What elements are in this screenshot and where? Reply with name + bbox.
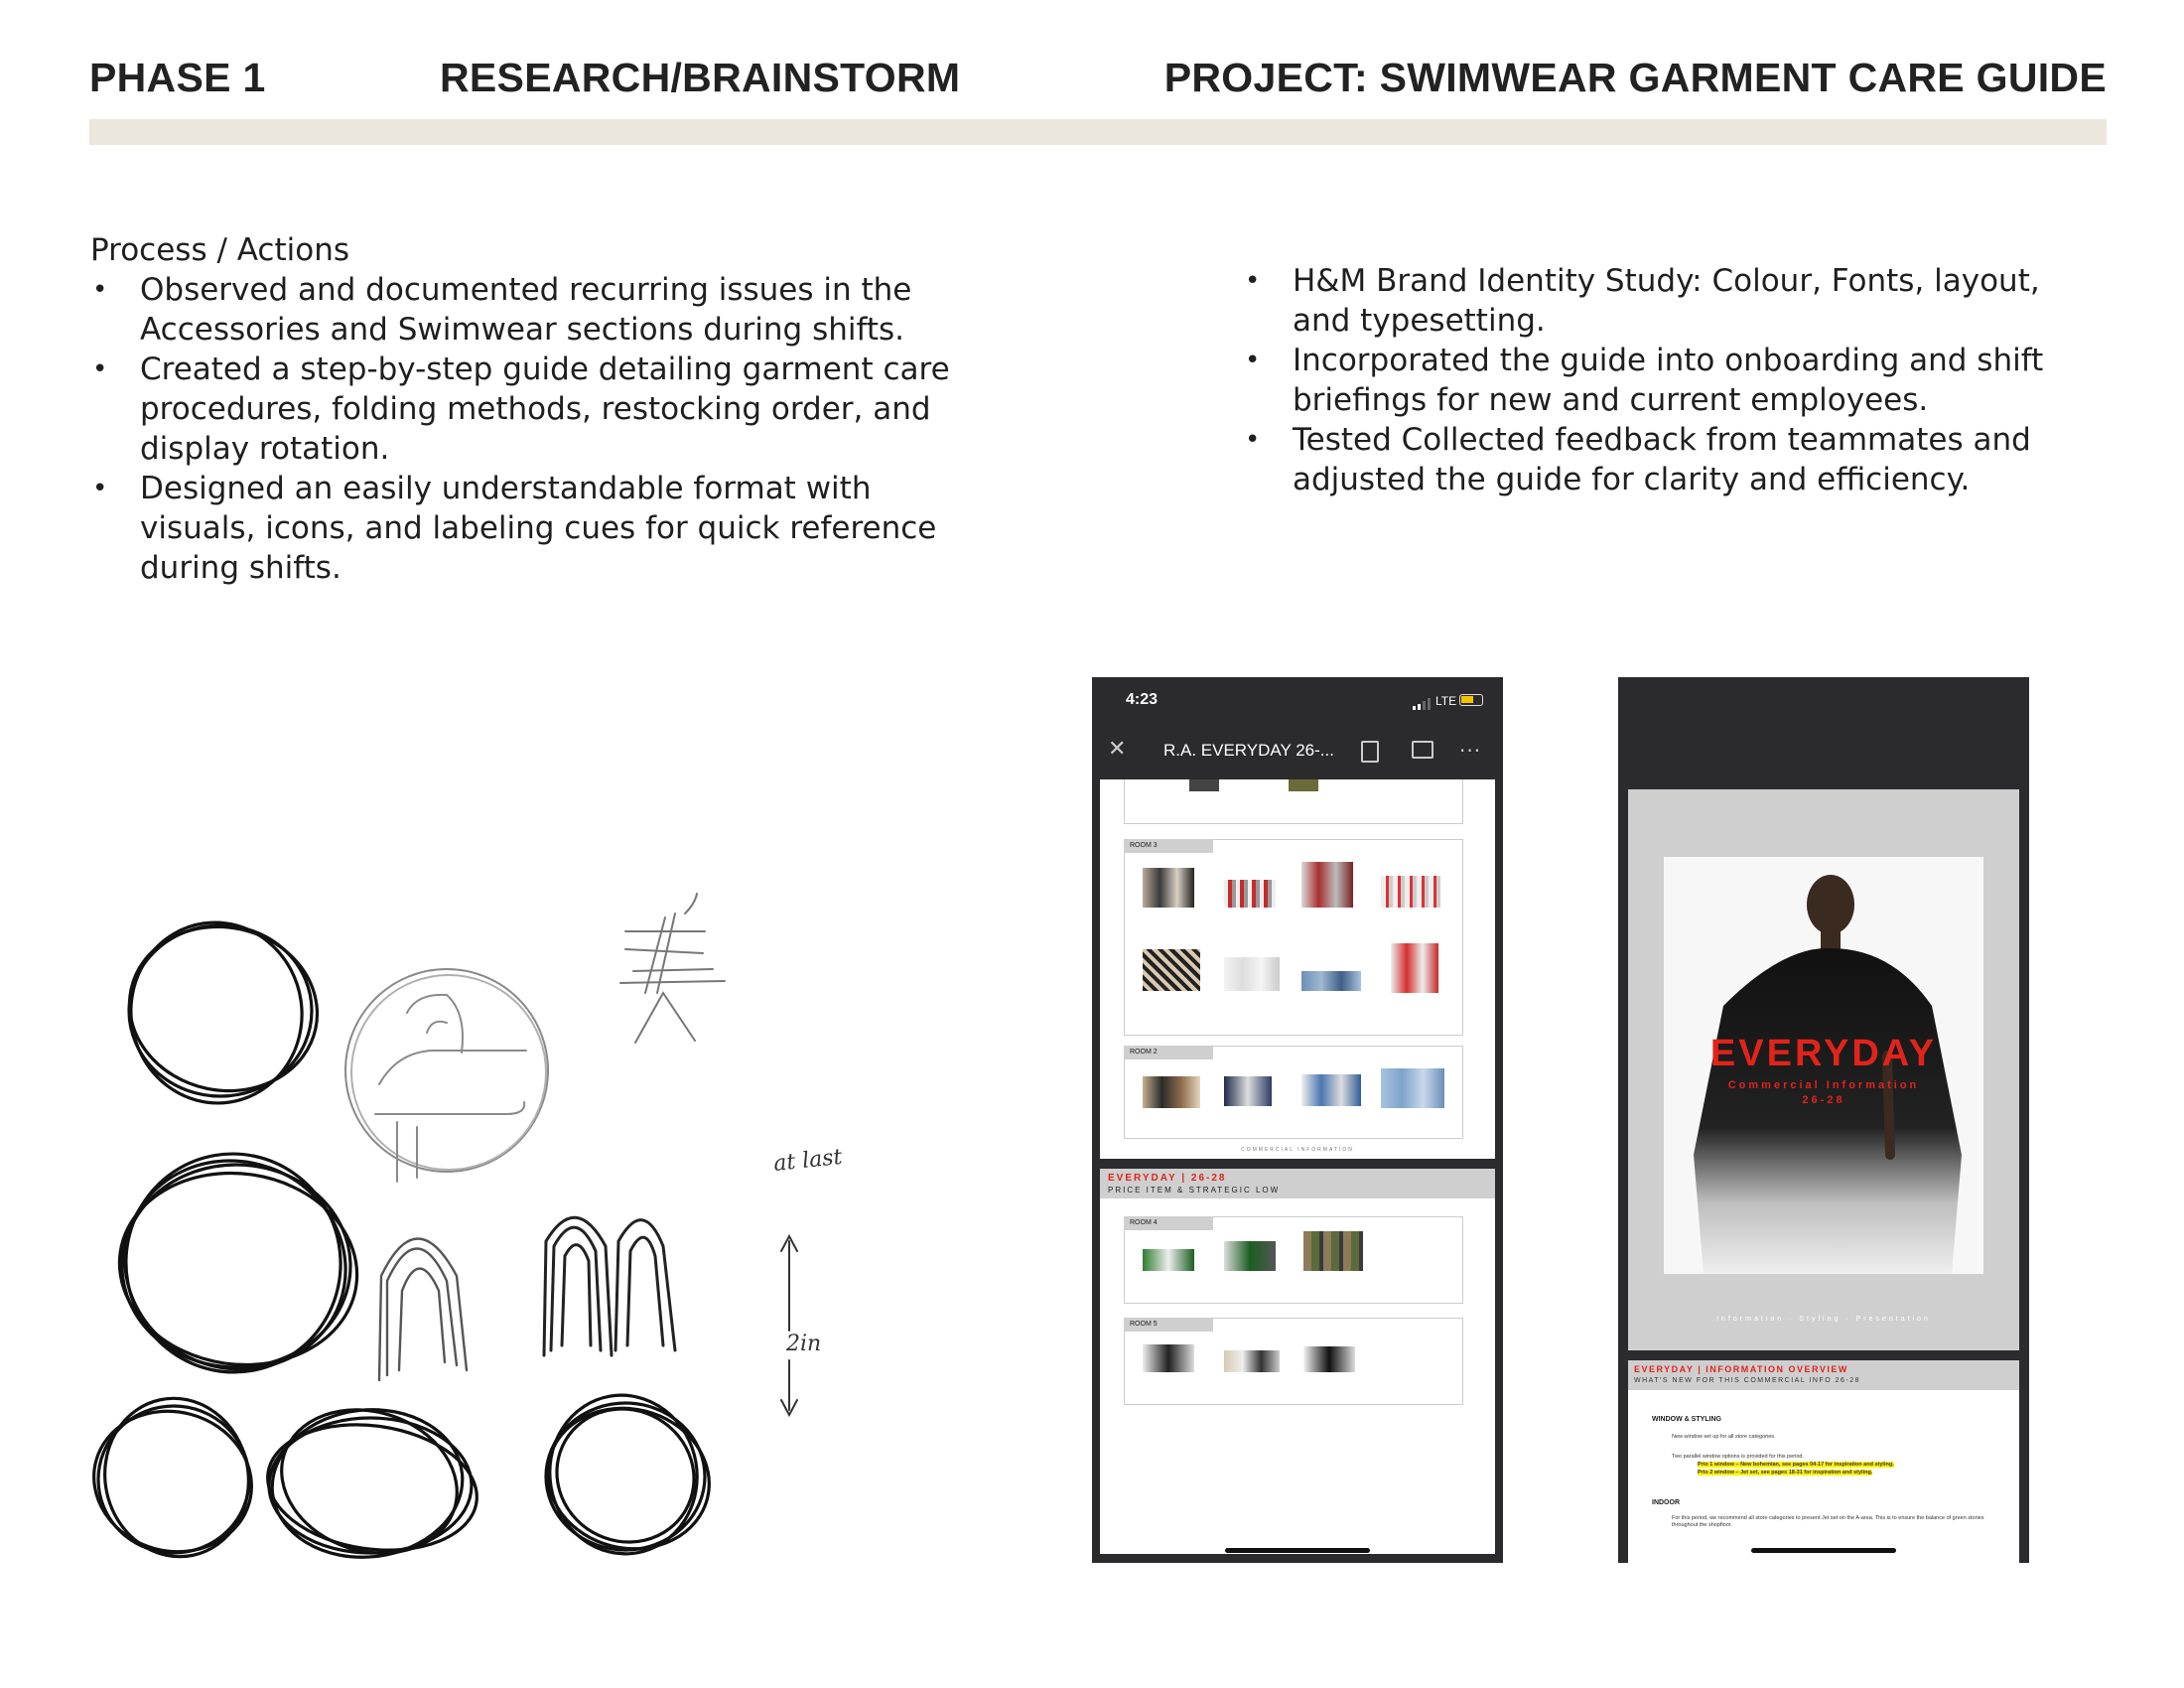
scribble-circle xyxy=(259,1388,484,1569)
heading-window: WINDOW & STYLING xyxy=(1652,1416,1721,1423)
overview-bullet: For this period, we recommend all store categories to present Jet set on the A-area. This is to ensure the balance of green stories throughout the shopfloor. xyxy=(1672,1515,1984,1528)
heading-indoor: INDOOR xyxy=(1652,1499,1680,1506)
search-document-icon[interactable] xyxy=(1361,741,1379,763)
phone-screenshot-pdf xyxy=(1092,677,1503,1563)
cover-footer: Information · Styling · Presentation xyxy=(1716,1316,1931,1323)
process-right-column xyxy=(1243,261,2097,499)
garment-image xyxy=(1224,880,1276,908)
process-title: Process / Actions xyxy=(90,232,349,268)
process-left-column xyxy=(90,230,964,588)
garment-image xyxy=(1381,1068,1444,1108)
garment-image xyxy=(1301,971,1361,991)
garment-image xyxy=(1301,1074,1361,1106)
overview-header xyxy=(1628,1360,2019,1390)
overview-subtitle: WHAT'S NEW FOR THIS COMMERCIAL INFO 26-28 xyxy=(1634,1377,1860,1384)
home-indicator xyxy=(1225,1548,1370,1553)
status-time: 4:23 xyxy=(1126,691,1159,708)
room-block xyxy=(1124,1216,1463,1304)
overview-bullet: Two parallel window options is provided for this period. xyxy=(1672,1454,1804,1460)
garment-image xyxy=(1303,1231,1363,1271)
garment-image xyxy=(1224,1350,1280,1372)
bullet-item: • Designed an easily understandable format with visuals, icons, and labeling cues for quick reference during shifts. xyxy=(90,469,964,588)
sketch-note-bottom: 2in xyxy=(786,1332,822,1356)
cover-subtitle: Commercial Information xyxy=(1727,1079,1920,1091)
page-footer-label: COMMERCIAL INFORMATION xyxy=(1241,1147,1354,1153)
hanger-hand-sketch xyxy=(345,969,548,1182)
network-label: LTE xyxy=(1435,694,1457,708)
garment-image xyxy=(1391,943,1438,993)
room-label: ROOM 5 xyxy=(1124,1318,1213,1332)
phase-label: PHASE 1 xyxy=(89,55,266,100)
stage-label: RESEARCH/BRAINSTORM xyxy=(440,55,961,100)
right-bullet-list xyxy=(1243,261,2097,499)
more-options-icon[interactable]: ··· xyxy=(1459,739,1482,763)
page-gap xyxy=(1100,1159,1495,1169)
overview-bullet: New window set up for all store categories. xyxy=(1672,1434,1776,1440)
header-rule xyxy=(89,119,2107,145)
sketch-illustration xyxy=(89,854,844,1569)
bullet-item: • H&M Brand Identity Study: Colour, Fonts, layout, and typesetting. xyxy=(1243,261,2097,341)
garment-image xyxy=(1224,1076,1272,1106)
home-indicator xyxy=(1751,1548,1896,1553)
bullet-item: • Observed and documented recurring issues in the Accessories and Swimwear sections during shifts. xyxy=(90,270,964,350)
room-label: ROOM 3 xyxy=(1124,839,1213,853)
scribble-circle xyxy=(114,910,333,1114)
product-thumb xyxy=(1289,779,1318,791)
bullet-item: • Created a step-by-step guide detailing garment care procedures, folding methods, restocking order, and display rotation. xyxy=(90,350,964,469)
room-block xyxy=(1124,839,1463,1036)
garment-image xyxy=(1224,957,1280,991)
highlighted-note: Prio 2 window – Jet set, see pages 18-31 for inspiration and styling. xyxy=(1698,1470,1873,1476)
sketch-note-top: at last xyxy=(772,1144,844,1178)
garment-image xyxy=(1381,876,1440,908)
product-thumb xyxy=(1189,779,1219,791)
dimension-arrow xyxy=(781,1236,797,1415)
garment-image xyxy=(1303,1346,1355,1372)
overview-title: EVERYDAY | INFORMATION OVERVIEW xyxy=(1634,1364,1848,1374)
section-title: EVERYDAY | 26-28 xyxy=(1108,1173,1227,1184)
scribble-circle xyxy=(95,1130,375,1400)
phone-screenshot-cover xyxy=(1618,677,2029,1563)
garment-image xyxy=(1143,949,1200,991)
room-block xyxy=(1124,1046,1463,1139)
room-block xyxy=(1124,1318,1463,1405)
garment-image xyxy=(1143,868,1194,908)
hanger-rail-sketch xyxy=(620,894,725,1043)
document-title: R.A. EVERYDAY 26-... xyxy=(1163,741,1334,760)
scribble-circle xyxy=(532,1383,724,1567)
scribble-circle xyxy=(89,1385,267,1569)
close-icon[interactable]: ✕ xyxy=(1108,737,1127,762)
project-title: PROJECT: SWIMWEAR GARMENT CARE GUIDE xyxy=(1163,55,2107,100)
battery-icon xyxy=(1459,694,1483,706)
signal-icon xyxy=(1413,695,1431,707)
garment-image xyxy=(1301,862,1353,908)
cover-page xyxy=(1628,789,2019,1350)
fold-sketch xyxy=(379,1239,467,1381)
section-header xyxy=(1100,1169,1495,1198)
cover-title: EVERYDAY xyxy=(1709,1033,1938,1074)
overview-page xyxy=(1628,1360,2019,1563)
bullet-item: • Tested Collected feedback from teammates and adjusted the guide for clarity and efficiency. xyxy=(1243,420,2097,499)
section-subtitle: PRICE ITEM & STRATEGIC LOW xyxy=(1108,1186,1281,1195)
cover-date: 26-28 xyxy=(1802,1094,1845,1106)
fold-sketch xyxy=(544,1217,675,1355)
garment-image xyxy=(1143,1344,1194,1372)
garment-image xyxy=(1143,1076,1200,1108)
bullet-item: • Incorporated the guide into onboarding and shift briefings for new and current employees. xyxy=(1243,341,2097,420)
room-label: ROOM 4 xyxy=(1124,1216,1213,1230)
room-label: ROOM 2 xyxy=(1124,1046,1213,1059)
left-bullet-list xyxy=(90,270,964,588)
comment-icon[interactable] xyxy=(1412,741,1433,759)
garment-image xyxy=(1224,1241,1276,1271)
highlighted-note: Prio 1 window – New bohemian, see pages 04-17 for inspiration and styling. xyxy=(1698,1462,1894,1468)
pdf-page-view[interactable] xyxy=(1100,779,1495,1554)
garment-image xyxy=(1143,1249,1194,1271)
